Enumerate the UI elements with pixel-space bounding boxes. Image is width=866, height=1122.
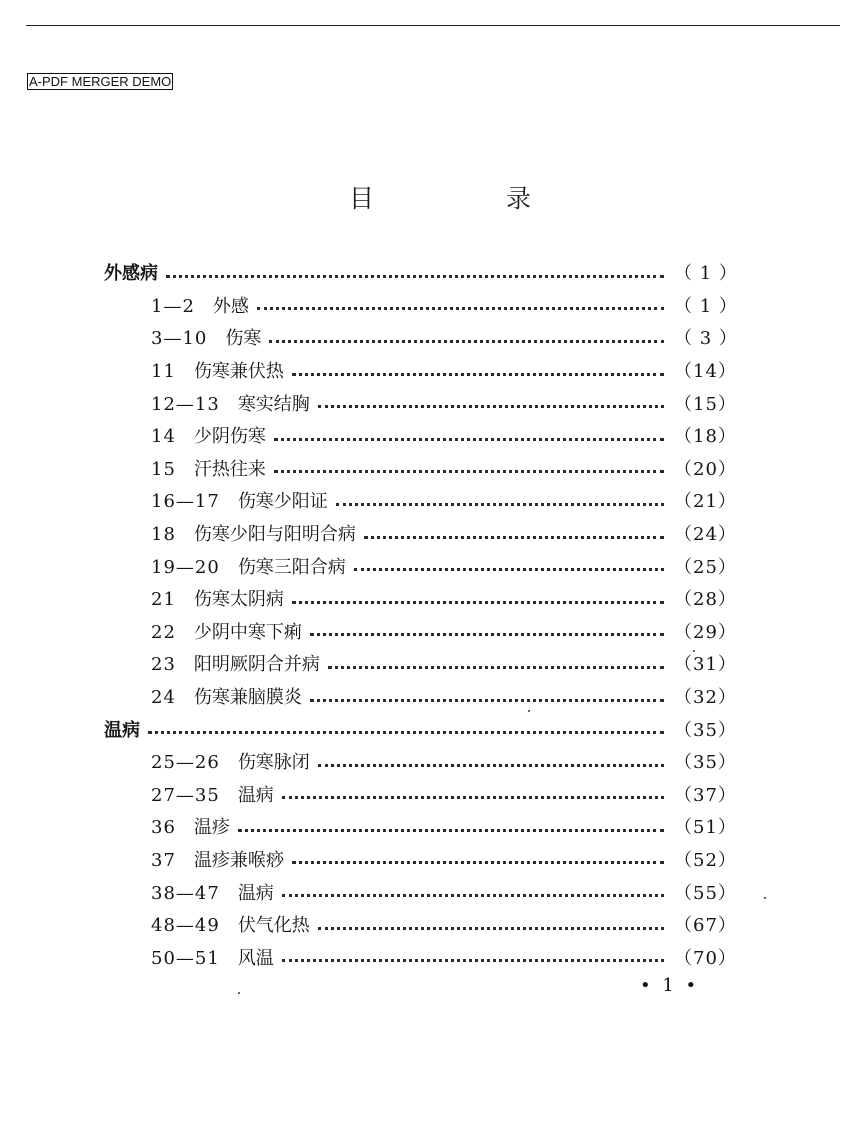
toc-item (104, 454, 737, 487)
toc-entry-number: 37 (151, 849, 176, 871)
dot-leader (318, 405, 664, 408)
toc-label (151, 655, 320, 675)
top-rule (26, 25, 840, 26)
toc-label (151, 851, 284, 871)
toc-entry-title: 伤寒太阴病 (193, 589, 284, 611)
toc-entry-number: 24 (151, 687, 176, 709)
toc-item (104, 780, 737, 813)
toc-item (104, 584, 737, 617)
toc-entry-title: 外感病 (104, 263, 158, 285)
dot-leader (292, 373, 664, 376)
dot-leader (354, 568, 664, 571)
toc-item (104, 291, 738, 324)
toc-item (104, 877, 737, 910)
toc-item (104, 747, 737, 780)
toc-item (104, 812, 737, 845)
toc-entry-number: 22 (151, 621, 176, 643)
toc-label (151, 818, 230, 838)
toc-entry-number: 19—20 (151, 556, 220, 578)
toc-entry-page: （20） (674, 458, 737, 480)
toc-entry-page: （18） (674, 426, 737, 448)
toc-entry-title: 伤寒兼伏热 (193, 361, 284, 383)
watermark-label: A-PDF MERGER DEMO (29, 74, 172, 89)
toc-label (151, 916, 310, 936)
dot-leader (166, 275, 664, 278)
toc-entry-page: （ 1 ） (674, 263, 738, 285)
toc-item (104, 910, 737, 943)
toc-entry-page: （32） (674, 687, 737, 709)
page-number: • 1 • (640, 975, 700, 996)
dot-leader (282, 894, 664, 897)
toc-entry-number: 36 (151, 817, 176, 839)
dot-leader (328, 666, 664, 669)
toc-label (151, 590, 284, 610)
dot-leader (274, 438, 664, 441)
toc-entry-number: 3—10 (151, 328, 208, 350)
toc-entry-number: 25—26 (151, 752, 220, 774)
toc-entry-page: （24） (674, 524, 737, 546)
toc-entry-number: 14 (151, 426, 176, 448)
toc-entry-number: 15 (151, 458, 176, 480)
toc-entry-page: （25） (674, 556, 737, 578)
toc-label (151, 525, 356, 545)
toc-item (104, 421, 737, 454)
dot-leader (292, 861, 664, 864)
toc-entry-number: 11 (151, 361, 176, 383)
dot-leader (318, 927, 664, 930)
toc-entry-title: 外感 (212, 295, 249, 317)
toc-entry-number: 16—17 (151, 491, 220, 513)
toc-entry-title: 寒实结胸 (237, 393, 310, 415)
toc-entry-title: 伤寒 (225, 328, 262, 350)
toc-entry-title: 汗热往来 (193, 458, 266, 480)
toc-entry-page: （29） (674, 621, 737, 643)
toc-item (104, 388, 737, 421)
dot-leader (282, 796, 664, 799)
table-of-contents (104, 258, 738, 975)
toc-item (104, 356, 737, 389)
toc-entry-page: （31） (674, 654, 737, 676)
toc-entry-number: 12—13 (151, 393, 220, 415)
toc-entry-page: （51） (674, 817, 737, 839)
toc-entry-title: 少阴中寒下痢 (193, 621, 302, 643)
toc-entry-page: （55） (674, 882, 737, 904)
toc-item (104, 845, 737, 878)
dot-leader (148, 731, 664, 734)
toc-item (104, 519, 737, 552)
toc-entry-page: （28） (674, 589, 737, 611)
toc-label (151, 753, 310, 773)
dot-leader (274, 470, 664, 473)
toc-entry-number: 21 (151, 589, 176, 611)
toc-section (104, 258, 738, 291)
toc-entry-title: 温疹兼喉痧 (193, 849, 284, 871)
scan-speck (764, 897, 766, 899)
toc-label (151, 949, 274, 969)
toc-item (104, 486, 737, 519)
toc-label (151, 623, 302, 643)
toc-entry-title: 伤寒少阳与阳明合病 (193, 524, 356, 546)
toc-entry-page: （37） (674, 784, 737, 806)
toc-entry-page: （14） (674, 361, 737, 383)
scan-speck (528, 710, 530, 712)
toc-label (104, 721, 140, 741)
dot-leader (336, 503, 664, 506)
toc-label (151, 786, 274, 806)
toc-entry-number: 50—51 (151, 947, 220, 969)
dot-leader (310, 699, 664, 702)
toc-entry-page: （35） (674, 719, 737, 741)
toc-label (151, 558, 346, 578)
dot-leader (238, 829, 664, 832)
toc-entry-title: 伏气化热 (237, 915, 310, 937)
toc-item (104, 617, 737, 650)
toc-entry-page: （ 3 ） (674, 328, 738, 350)
toc-label (151, 492, 328, 512)
toc-label (151, 329, 261, 349)
toc-label (151, 460, 266, 480)
toc-item (104, 942, 737, 975)
dot-leader (292, 601, 664, 604)
toc-label (151, 395, 310, 415)
toc-entry-title: 风温 (237, 947, 274, 969)
toc-entry-title: 温病 (237, 784, 274, 806)
toc-entry-title: 温疹 (193, 817, 230, 839)
toc-item (104, 649, 737, 682)
toc-label (151, 688, 302, 708)
toc-entry-title: 少阴伤寒 (193, 426, 266, 448)
toc-entry-title: 伤寒少阳证 (237, 491, 328, 513)
dot-leader (310, 633, 664, 636)
toc-entry-title: 温病 (237, 882, 274, 904)
toc-entry-number: 23 (151, 654, 176, 676)
toc-label (151, 362, 284, 382)
dot-leader (269, 340, 664, 343)
toc-item (104, 551, 737, 584)
toc-label (151, 884, 274, 904)
toc-entry-number: 1—2 (151, 295, 195, 317)
dot-leader (257, 307, 664, 310)
dot-leader (282, 959, 664, 962)
toc-label (151, 297, 249, 317)
toc-entry-title: 阳明厥阴合并病 (193, 654, 320, 676)
toc-item (104, 682, 737, 715)
toc-entry-page: （67） (674, 915, 737, 937)
toc-label (151, 427, 266, 447)
toc-entry-page: （15） (674, 393, 737, 415)
toc-entry-page: （21） (674, 491, 737, 513)
scan-speck (693, 650, 695, 652)
dot-leader (318, 764, 664, 767)
toc-entry-page: （52） (674, 849, 737, 871)
dot-leader (364, 536, 664, 539)
toc-label (104, 264, 158, 284)
toc-entry-page: （70） (674, 947, 737, 969)
toc-entry-title: 伤寒三阳合病 (237, 556, 346, 578)
toc-entry-number: 48—49 (151, 915, 220, 937)
toc-entry-page: （35） (674, 752, 737, 774)
toc-entry-number: 18 (151, 524, 176, 546)
toc-entry-page: （ 1 ） (674, 295, 738, 317)
toc-entry-title: 温病 (104, 719, 140, 741)
scan-speck (238, 992, 240, 994)
toc-item (104, 323, 738, 356)
toc-section (104, 714, 737, 747)
page-title: 目 录 (349, 184, 593, 213)
toc-entry-title: 伤寒兼脑膜炎 (193, 687, 302, 709)
toc-entry-number: 38—47 (151, 882, 220, 904)
toc-entry-number: 27—35 (151, 784, 220, 806)
toc-entry-title: 伤寒脉闭 (237, 752, 310, 774)
